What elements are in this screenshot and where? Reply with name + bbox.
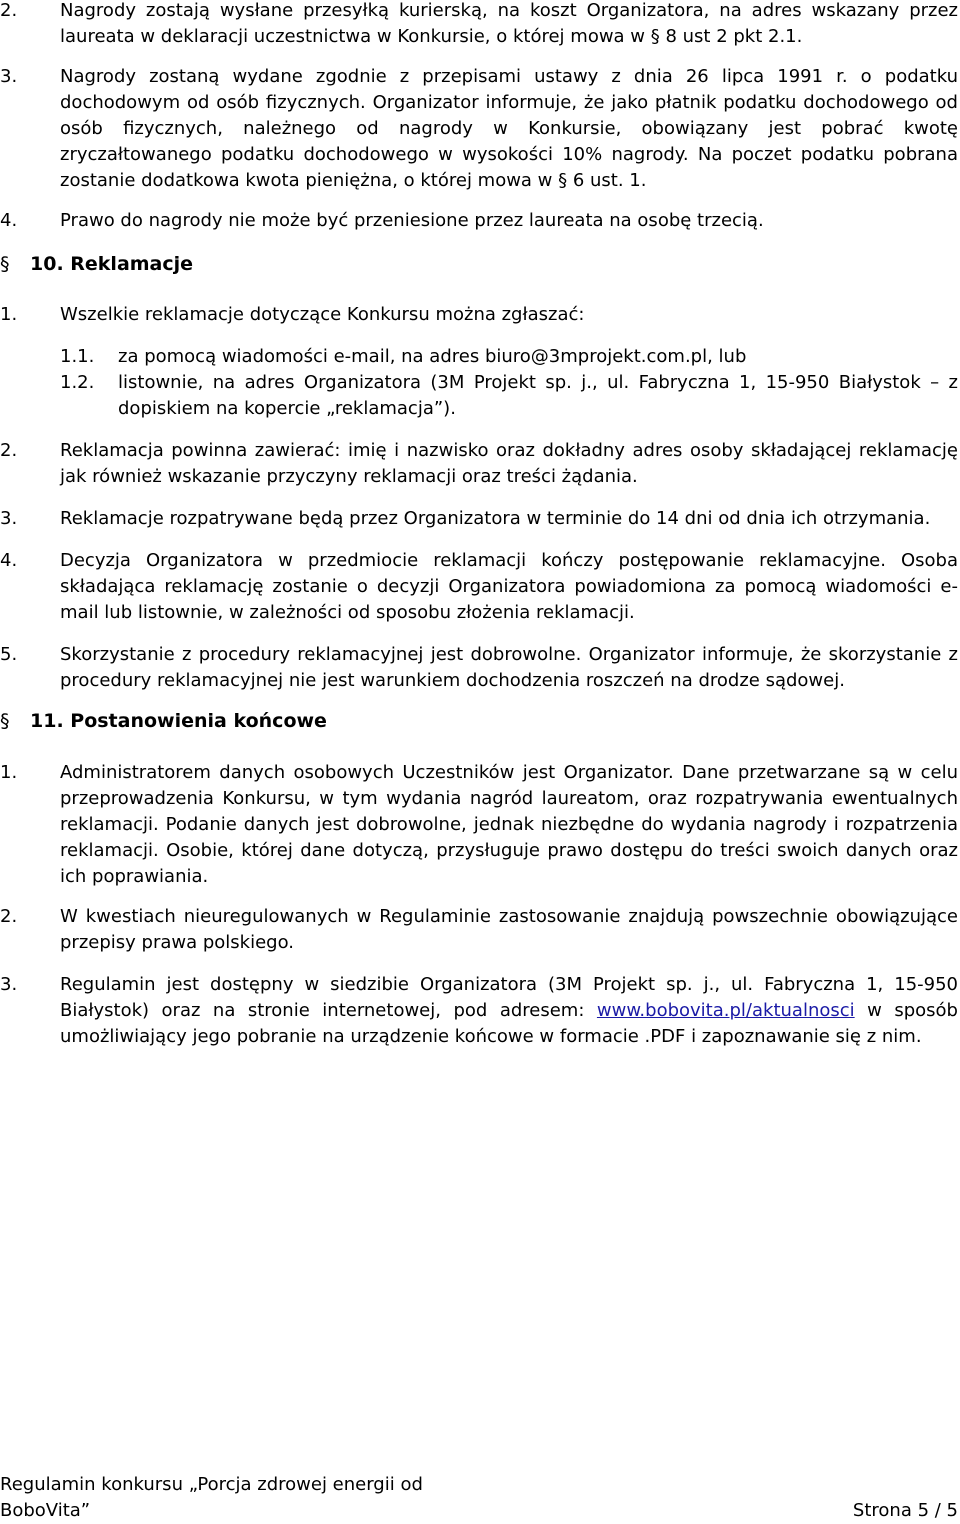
section-mark: § [0,710,10,732]
list-item [0,438,958,490]
list-item [0,0,958,50]
list-item [0,642,958,694]
item-text: Reklamacje rozpatrywane będą przez Organizatora w terminie do 14 dni od dnia ich otrzymania. [60,508,931,529]
item-text: Decyzja Organizatora w przedmiocie reklamacji kończy postępowanie reklamacyjne. Osoba składająca reklamację zostanie o decyzji Organizatora powiadomiona za pomocą wiadomości e-mail lub listownie, w zależności od sposobu złożenia reklamacji. [60,550,958,623]
section-heading [0,708,327,734]
item-text: Wszelkie reklamacje dotyczące Konkursu można zgłaszać: [60,304,585,325]
section-heading [0,251,193,277]
item-text: Skorzystanie z procedury reklamacyjnej jest dobrowolne. Organizator informuje, że skorzystanie z procedury reklamacyjnej nie jest warunkiem dochodzenia roszczeń na drodze sądowej. [60,644,958,691]
page-number: Strona 5 / 5 [852,1500,958,1521]
sub-item-number: 1.2. [60,372,95,393]
footer-title-line1: Regulamin konkursu „Porcja zdrowej energii od [0,1474,423,1495]
item-number: 3. [0,66,18,87]
list-item [0,972,958,1050]
list-item [0,64,958,194]
list-item [0,760,958,890]
sub-item-number: 1.1. [60,346,95,367]
section-mark: § [0,253,10,275]
item-text: Prawo do nagrody nie może być przeniesione przez laureata na osobę trzecią. [60,210,764,231]
list-item [0,302,958,328]
section-title: 11. Postanowienia końcowe [30,710,327,732]
item-number: 1. [0,762,18,783]
item-number: 1. [0,304,18,325]
item-text: Nagrody zostają wysłane przesyłką kurierską, na koszt Organizatora, na adres wskazany przez laureata w deklaracji uczestnictwa w Konkursie, o której mowa w § 8 ust 2 pkt 2.1. [60,0,958,47]
item-number: 3. [0,508,18,529]
item-number: 3. [0,974,18,995]
page-footer [0,1472,958,1524]
item-number: 2. [0,440,18,461]
item-text: Administratorem danych osobowych Uczestników jest Organizator. Dane przetwarzane są w celu przeprowadzenia Konkursu, w tym wydania nagród laureatom, oraz rozpatrywania ewentualnych reklamacji. Podanie danych jest dobrowolne, jednak niezbędne do wydania nagrody i rozpatrzenia reklamacji. Osobie, której dane dotyczą, przysługuje prawo dostępu do treści swoich danych oraz ich poprawiania. [60,762,958,887]
item-number: 4. [0,550,18,571]
list-item [0,208,958,234]
footer-title-line2: BoboVita” [0,1500,91,1521]
item-number: 2. [0,906,18,927]
sub-item-text: za pomocą wiadomości e-mail, na adres biuro@3mprojekt.com.pl, lub [118,346,747,367]
website-link[interactable]: www.bobovita.pl/aktualnosci [596,1000,855,1021]
item-number: 5. [0,644,18,665]
sub-list-item [60,344,958,370]
item-text-after: w sposób umożliwiający jego pobranie na urządzenie końcowe w formacie .PDF i zapoznawanie się z nim. [60,1000,958,1047]
list-item [0,904,958,956]
item-text-before: Regulamin jest dostępny w siedzibie Organizatora (3M Projekt sp. j., ul. Fabryczna 1, 15-950 Białystok) oraz na stronie internetowej, pod adresem: [60,974,958,1021]
item-text: W kwestiach nieuregulowanych w Regulaminie zastosowanie znajdują powszechnie obowiązujące przepisy prawa polskiego. [60,906,958,953]
item-text: Reklamacja powinna zawierać: imię i nazwisko oraz dokładny adres osoby składającej reklamację jak również wskazanie przyczyny reklamacji oraz treści żądania. [60,440,958,487]
list-item [0,506,958,532]
section-title: 10. Reklamacje [30,253,194,275]
item-text: Nagrody zostaną wydane zgodnie z przepisami ustawy z dnia 26 lipca 1991 r. o podatku dochodowym od osób fizycznych. Organizator informuje, że jako płatnik podatku dochodowego od osób fizycznych, należnego od nagrody w Konkursie, obowiązany jest pobrać kwotę zryczałtowanego podatku dochodowego w wysokości 10% nagrody. Na poczet podatku pobrana zostanie dodatkowa kwota pieniężna, o której mowa w § 6 ust. 1. [60,66,958,191]
sub-list-item [60,370,958,422]
item-number: 4. [0,210,18,231]
sub-item-text: listownie, na adres Organizatora (3M Projekt sp. j., ul. Fabryczna 1, 15-950 Białystok – z dopiskiem na kopercie „reklamacja”). [118,372,958,419]
list-item [0,548,958,626]
item-number: 2. [0,0,18,21]
item-text [60,972,958,1050]
